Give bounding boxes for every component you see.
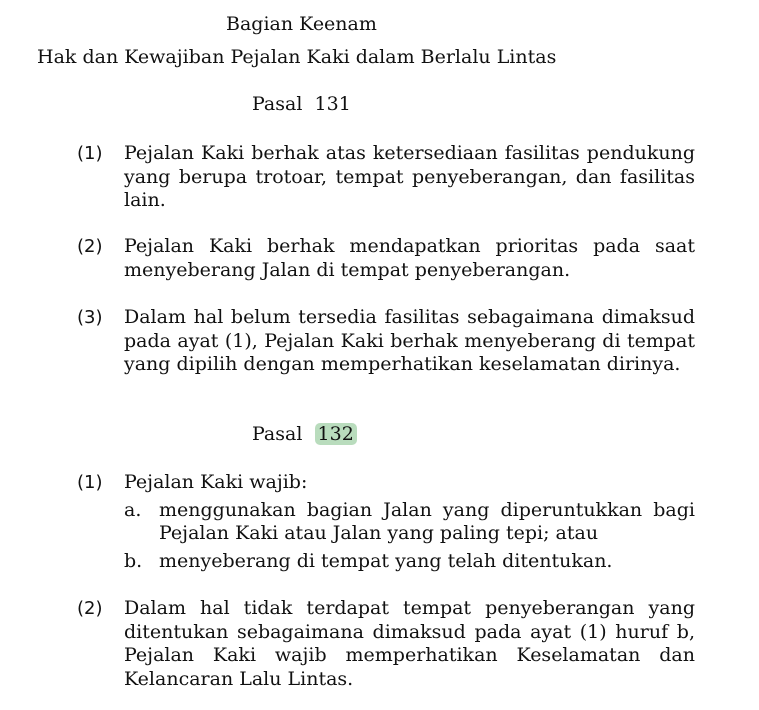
pasal-131-heading bbox=[252, 93, 351, 117]
subitem-text: menggunakan bagian Jalan yang diperuntukkan bagi Pejalan Kaki atau Jalan yang paling tepi; atau bbox=[159, 498, 695, 544]
subitem-letter: a. bbox=[124, 498, 142, 521]
pasal-132-item-2 bbox=[77, 597, 695, 691]
pasal-132-item-1 bbox=[77, 471, 695, 573]
item-number: (1) bbox=[77, 143, 103, 164]
pasal-131-item-1 bbox=[77, 142, 695, 213]
item-number: (3) bbox=[77, 307, 103, 328]
subitem-letter: b. bbox=[124, 549, 143, 572]
pasal-131-item-2 bbox=[77, 235, 695, 282]
subitem-b bbox=[124, 550, 695, 574]
pasal-label: Pasal bbox=[252, 93, 303, 115]
item-number: (2) bbox=[77, 236, 103, 257]
item-text: Pejalan Kaki berhak mendapatkan prioritas pada saat menyeberang Jalan di tempat penyeberangan. bbox=[124, 235, 695, 281]
item-text: Pejalan Kaki wajib: bbox=[124, 471, 308, 493]
item-number: (2) bbox=[77, 598, 103, 619]
pasal-number-highlighted: 132 bbox=[315, 423, 357, 445]
item-number: (1) bbox=[77, 472, 103, 493]
item-text: Dalam hal tidak terdapat tempat penyeberangan yang ditentukan sebagaimana dimaksud pada ayat (1) huruf b, Pejalan Kaki wajib memperhatikan Keselamatan dan Kelancaran Lalu Lintas. bbox=[124, 597, 695, 690]
pasal-label: Pasal bbox=[252, 423, 303, 445]
subitem-a bbox=[124, 499, 695, 546]
item-text: Pejalan Kaki berhak atas ketersediaan fasilitas pendukung yang berupa trotoar, tempat penyeberangan, dan fasilitas lain. bbox=[124, 142, 695, 211]
pasal-number: 131 bbox=[314, 93, 351, 115]
pasal-131-item-3 bbox=[77, 306, 695, 377]
pasal-132-heading bbox=[252, 423, 357, 447]
item-text: Dalam hal belum tersedia fasilitas sebagaimana dimaksud pada ayat (1), Pejalan Kaki berhak menyeberang di tempat yang dipilih dengan memperhatikan keselamatan dirinya. bbox=[124, 306, 695, 375]
subitem-text: menyeberang di tempat yang telah ditentukan. bbox=[159, 549, 613, 572]
section-title: Hak dan Kewajiban Pejalan Kaki dalam Berlalu Lintas bbox=[37, 46, 557, 68]
section-heading: Bagian Keenam bbox=[226, 13, 377, 35]
